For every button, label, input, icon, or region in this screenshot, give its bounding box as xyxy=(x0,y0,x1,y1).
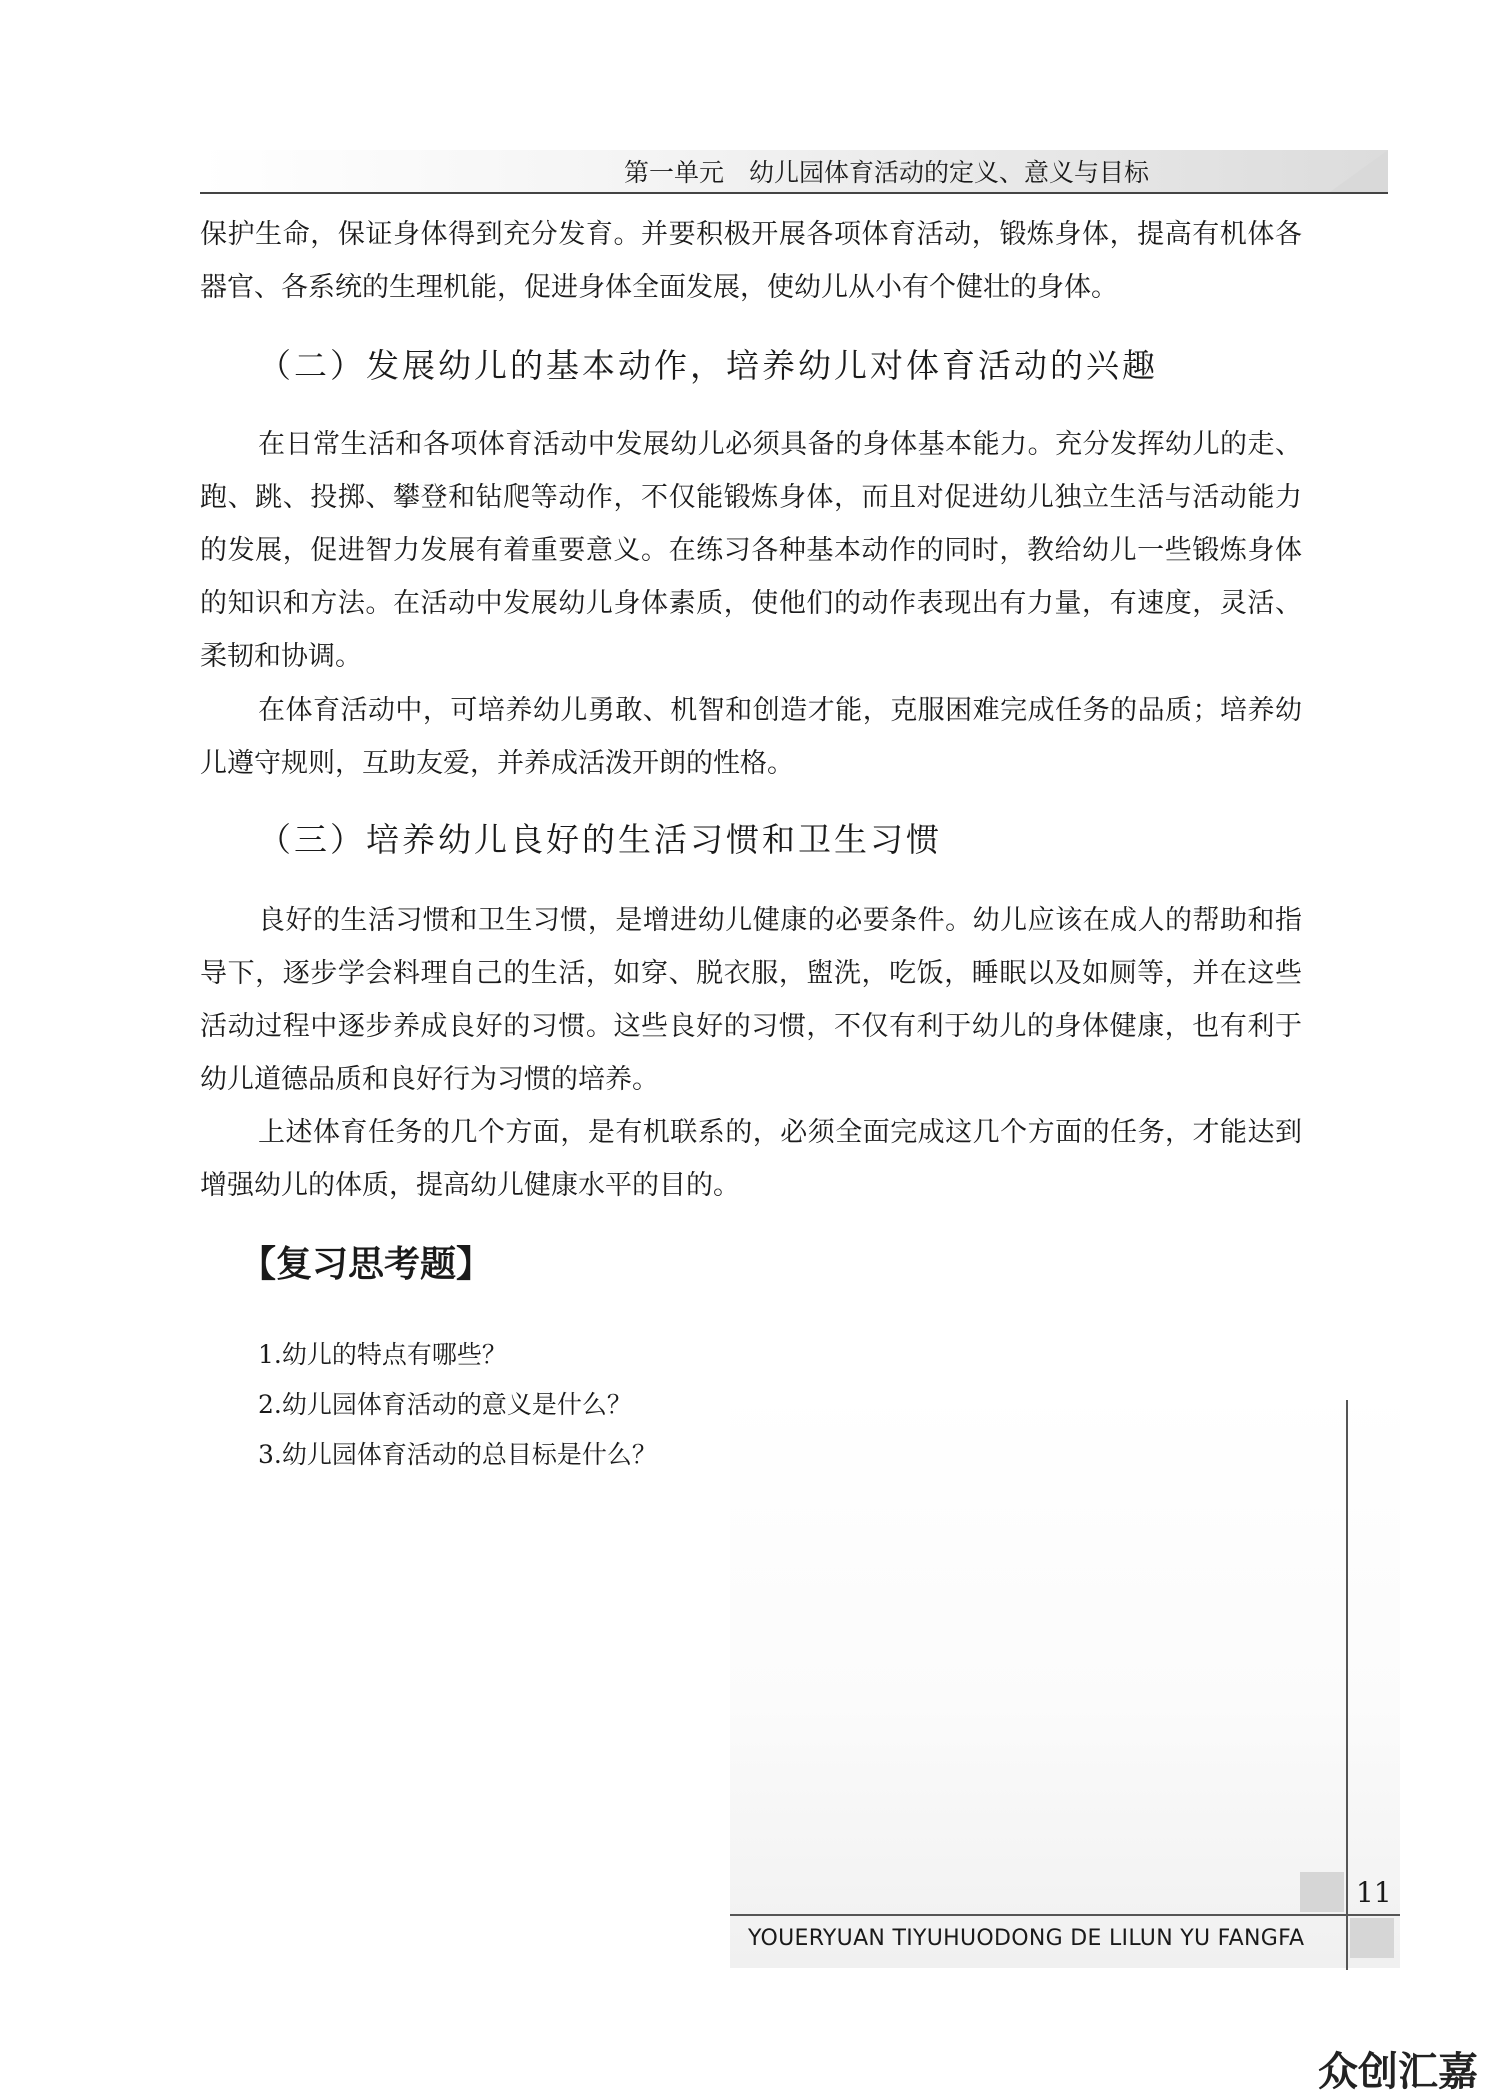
header-decoration xyxy=(1330,150,1388,192)
review-question: 3.幼儿园体育活动的总目标是什么？ xyxy=(258,1440,657,1469)
footer-rule xyxy=(730,1914,1400,1916)
footer-vertical-rule xyxy=(1346,1400,1348,1970)
section-heading-3: （三）培养幼儿良好的生活习惯和卫生习惯 xyxy=(258,820,942,859)
review-questions-heading: 【复习思考题】 xyxy=(240,1244,493,1285)
page-number: 11 xyxy=(1356,1876,1392,1909)
footer-corner-box xyxy=(1350,1918,1394,1958)
paragraph-basic-movements: 在日常生活和各项体育活动中发展幼儿必须具备的身体基本能力。充分发挥幼儿的走、跑、跳、投掷、攀登和钻爬等动作，不仅能锻炼身体，而且对促进幼儿独立生活与活动能力的发展，促进智力发展有着重要意义。在练习各种基本动作的同时，教给幼儿一些锻炼身体的知识和方法。在活动中发展幼儿身体素质，使他们的动作表现出有力量，有速度，灵活、柔韧和协调。 xyxy=(200,429,1302,672)
paragraph-summary: 上述体育任务的几个方面，是有机联系的，必须全面完成这几个方面的任务，才能达到增强幼儿的体质，提高幼儿健康水平的目的。 xyxy=(200,1117,1302,1201)
footer-book-title: YOUERYUAN TIYUHUODONG DE LILUN YU FANGFA xyxy=(748,1926,1305,1951)
section-heading-2: （二）发展幼儿的基本动作，培养幼儿对体育活动的兴趣 xyxy=(258,346,1158,385)
review-question: 1.幼儿的特点有哪些？ xyxy=(258,1340,507,1369)
paragraph-habits: 良好的生活习惯和卫生习惯，是增进幼儿健康的必要条件。幼儿应该在成人的帮助和指导下，逐步学会料理自己的生活，如穿、脱衣服，盥洗，吃饭，睡眠以及如厕等，并在这些活动过程中逐步养成良好的习惯。这些良好的习惯，不仅有利于幼儿的身体健康，也有利于幼儿道德品质和良好行为习惯的培养。 xyxy=(200,905,1302,1095)
header-rule xyxy=(200,192,1388,194)
footer-corner-box xyxy=(1300,1872,1344,1912)
paragraph-continued: 保护生命，保证身体得到充分发育。并要积极开展各项体育活动，锻炼身体，提高有机体各器官、各系统的生理机能，促进身体全面发展，使幼儿从小有个健壮的身体。 xyxy=(200,219,1302,303)
running-header-title: 第一单元 幼儿园体育活动的定义、意义与目标 xyxy=(623,158,1149,187)
review-question: 2.幼儿园体育活动的意义是什么？ xyxy=(258,1390,632,1419)
paragraph-character-building: 在体育活动中，可培养幼儿勇敢、机智和创造才能，克服困难完成任务的品质；培养幼儿遵守规则，互助友爱，并养成活泼开朗的性格。 xyxy=(200,695,1302,779)
watermark-logo: 众创汇嘉 xyxy=(1318,2049,1478,2095)
review-question-list xyxy=(258,1330,657,1480)
